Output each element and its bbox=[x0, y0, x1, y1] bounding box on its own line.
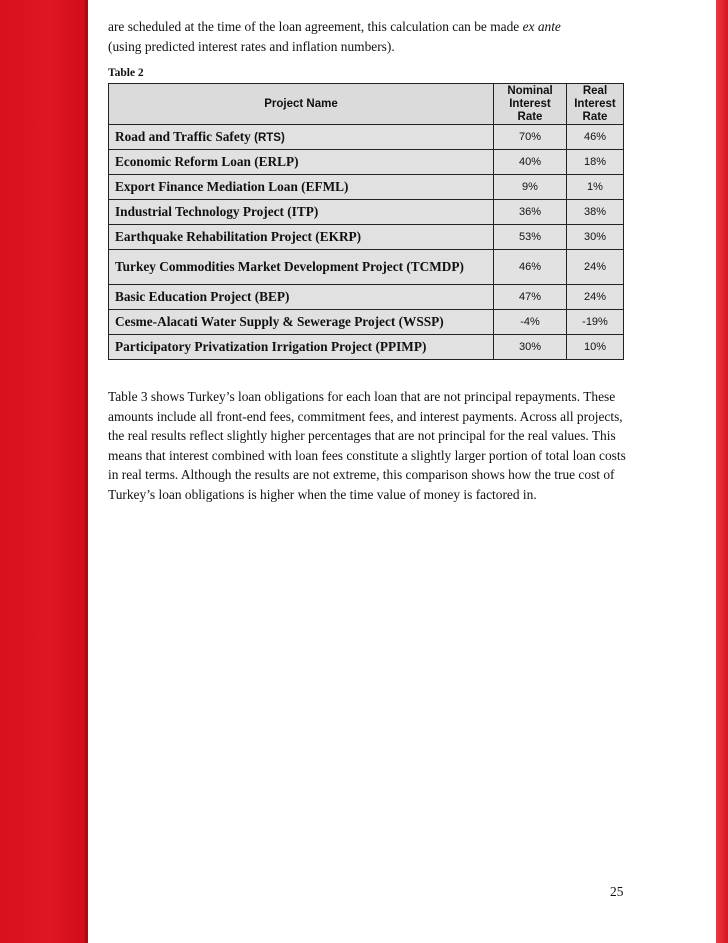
project-name-cell: Participatory Privatization Irrigation Project (PPIMP) bbox=[109, 335, 494, 360]
header-nominal-rate bbox=[494, 84, 567, 125]
header-real-line1: Real bbox=[582, 84, 608, 97]
nominal-rate-cell: 53% bbox=[494, 225, 567, 250]
table-row bbox=[109, 335, 624, 360]
nominal-rate-cell: 47% bbox=[494, 285, 567, 310]
project-name-cell: Cesme-Alacati Water Supply & Sewerage Project (WSSP) bbox=[109, 310, 494, 335]
table-row bbox=[109, 150, 624, 175]
header-nominal-line2: Interest bbox=[509, 97, 551, 110]
project-name-cell: Industrial Technology Project (ITP) bbox=[109, 200, 494, 225]
project-name-cell: Economic Reform Loan (ERLP) bbox=[109, 150, 494, 175]
table-row bbox=[109, 250, 624, 285]
project-name-cell bbox=[109, 125, 494, 150]
nominal-rate-cell: -4% bbox=[494, 310, 567, 335]
nominal-rate-cell: 9% bbox=[494, 175, 567, 200]
intro-text-2: (using predicted interest rates and inflation numbers). bbox=[108, 38, 395, 54]
real-rate-cell: 24% bbox=[567, 285, 624, 310]
table-label: Table 2 bbox=[108, 67, 144, 79]
table-row bbox=[109, 225, 624, 250]
real-rate-cell: 38% bbox=[567, 200, 624, 225]
real-rate-cell: 1% bbox=[567, 175, 624, 200]
project-name-cell: Export Finance Mediation Loan (EFML) bbox=[109, 175, 494, 200]
body-paragraph: Table 3 shows Turkey’s loan obligations for each loan that are not principal repayments. These amounts include all front-end fees, commitment fees, and interest payments. Across all projects, the real results reflect slightly higher percentages that are not principal for the real values. This means that interest combined with loan fees constitute a slightly larger portion of total loan costs in real terms. Although the results are not extreme, this comparison shows how the true cost of Turkey’s loan obligations is higher when the time value of money is factored in. bbox=[108, 389, 626, 502]
nominal-rate-cell: 40% bbox=[494, 150, 567, 175]
project-abbr: (RTS) bbox=[254, 131, 285, 144]
intro-paragraph bbox=[108, 17, 628, 56]
real-rate-cell: -19% bbox=[567, 310, 624, 335]
nominal-rate-cell: 46% bbox=[494, 250, 567, 285]
nominal-rate-cell: 36% bbox=[494, 200, 567, 225]
intro-emphasis: ex ante bbox=[522, 19, 561, 34]
header-real-rate bbox=[567, 84, 624, 125]
table-header-row bbox=[109, 84, 624, 125]
real-rate-cell: 30% bbox=[567, 225, 624, 250]
right-decorative-band bbox=[716, 0, 728, 943]
project-name: Road and Traffic Safety bbox=[115, 128, 251, 144]
real-rate-cell: 10% bbox=[567, 335, 624, 360]
table-row bbox=[109, 175, 624, 200]
project-name-cell: Turkey Commodities Market Development Project (TCMDP) bbox=[109, 250, 494, 285]
header-nominal-line3: Rate bbox=[517, 110, 543, 123]
nominal-rate-cell: 30% bbox=[494, 335, 567, 360]
table-row bbox=[109, 125, 624, 150]
header-project-name: Project Name bbox=[109, 84, 494, 125]
real-rate-cell: 24% bbox=[567, 250, 624, 285]
header-real-line2: Interest bbox=[574, 97, 616, 110]
table-row bbox=[109, 285, 624, 310]
page-number: 25 bbox=[610, 884, 624, 899]
loan-interest-table bbox=[108, 83, 624, 360]
header-real-line3: Rate bbox=[582, 110, 608, 123]
left-decorative-band bbox=[0, 0, 88, 943]
table-row bbox=[109, 310, 624, 335]
project-name-cell: Basic Education Project (BEP) bbox=[109, 285, 494, 310]
header-nominal-line1: Nominal bbox=[507, 84, 553, 97]
table-row bbox=[109, 200, 624, 225]
project-name-cell: Earthquake Rehabilitation Project (EKRP) bbox=[109, 225, 494, 250]
real-rate-cell: 46% bbox=[567, 125, 624, 150]
real-rate-cell: 18% bbox=[567, 150, 624, 175]
intro-text: are scheduled at the time of the loan agreement, this calculation can be made bbox=[108, 19, 520, 34]
nominal-rate-cell: 70% bbox=[494, 125, 567, 150]
